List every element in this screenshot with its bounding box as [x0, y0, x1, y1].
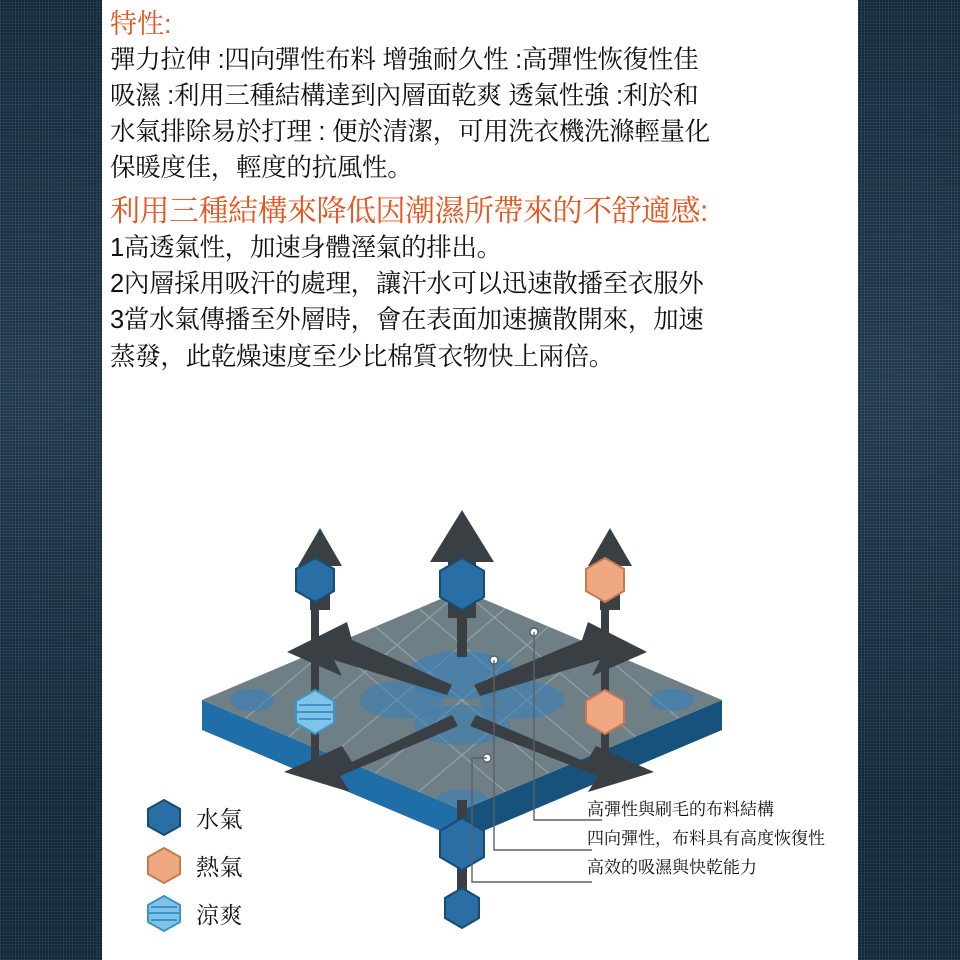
section-1-line-1: 彈力拉伸 :四向彈性布料 增強耐久性 :高彈性恢復性佳 — [110, 45, 699, 74]
section-1-line-4: 保暖度佳，輕度的抗風性。 — [110, 154, 413, 183]
section-1-heading: 特性: — [110, 9, 172, 39]
content-sheet — [102, 0, 858, 960]
legend-item-0 — [142, 793, 362, 841]
section-1-line-2: 吸濕 :利用三種結構達到內層面乾爽 透氣性強 :利於和 — [110, 81, 699, 110]
legend-label-1: 熱氣 — [196, 853, 243, 880]
section-2-line-2: 2內層採用吸汗的處理，讓汗水可以迅速散播至衣服外 — [110, 270, 704, 299]
hexagon-orange-icon — [142, 843, 186, 887]
callout-2: 高效的吸濕與快乾能力 — [587, 858, 757, 877]
section-1-line-3: 水氣排除易於打理 : 便於清潔，可用洗衣機洗滌輕量化 — [110, 118, 710, 147]
hexagon-dark-blue-icon — [142, 795, 186, 839]
section-2-line-3: 3當水氣傳播至外層時，會在表面加速擴散開來，加速 — [110, 306, 704, 335]
callout-1: 四向彈性，布料具有高度恢復性 — [587, 829, 825, 848]
legend-label-0: 水氣 — [196, 805, 243, 832]
section-2-line-1: 1高透氣性，加速身體溼氣的排出。 — [110, 234, 502, 263]
callout-list — [587, 800, 858, 887]
legend-label-2: 涼爽 — [196, 901, 243, 928]
legend-item-2 — [142, 889, 362, 937]
legend — [142, 793, 362, 937]
callout-0: 高彈性與刷毛的布料結構 — [587, 800, 774, 819]
right-hexagon-marker — [586, 558, 624, 602]
hexagon-light-blue-icon — [142, 891, 186, 935]
section-2-line-4: 蒸發，此乾燥速度至少比棉質衣物快上兩倍。 — [110, 342, 615, 371]
legend-item-1 — [142, 841, 362, 889]
fabric-diagram — [102, 500, 858, 960]
section-2-heading: 利用三種結構來降低因潮濕所帶來的不舒適感: — [110, 194, 708, 228]
left-hexagon-marker — [296, 558, 334, 602]
text-block — [110, 8, 858, 375]
